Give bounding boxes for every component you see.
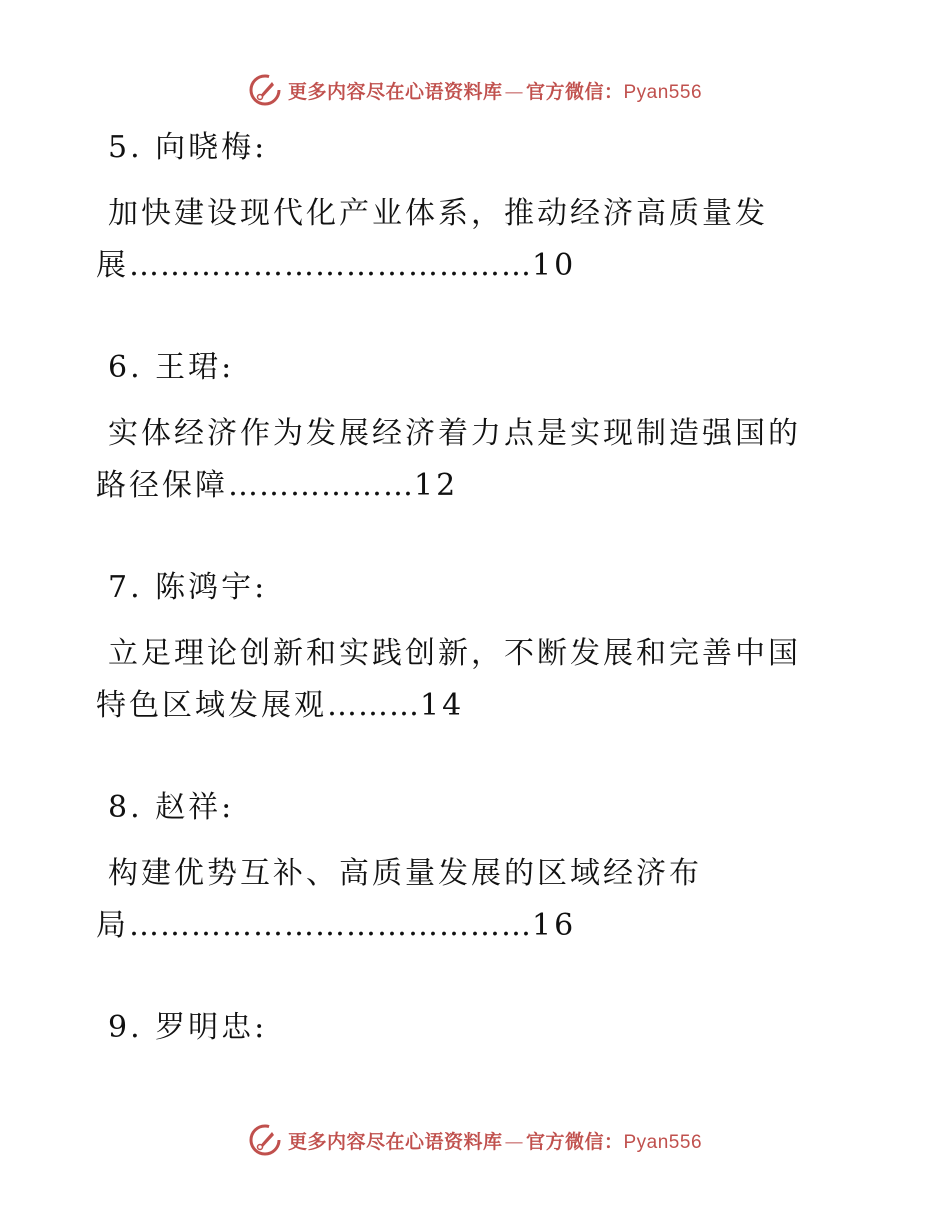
toc-entry-title-cont [96, 460, 896, 512]
toc-entry-author [96, 562, 896, 614]
banner-account: Pyan556 [623, 81, 703, 103]
toc-entry-title-cont [96, 680, 896, 732]
toc-entry-author [96, 782, 896, 834]
entry-title-end: 展 [96, 248, 129, 283]
entry-leader-dots: ………………………………… [129, 908, 532, 943]
quill-logo-icon [248, 1123, 282, 1157]
entry-number: 9. [108, 1010, 143, 1045]
entry-author: 罗明忠: [155, 1010, 268, 1045]
header-banner [0, 70, 950, 110]
entry-author: 向晓梅: [155, 130, 268, 165]
entry-author: 赵祥: [155, 790, 235, 825]
entry-author: 陈鸿宇: [155, 570, 268, 605]
entry-page-number: 16 [532, 908, 577, 943]
toc-entry-title: 实体经济作为发展经济着力点是实现制造强国的 [108, 416, 801, 451]
entry-number: 5. [108, 130, 143, 165]
toc-list [96, 122, 896, 1054]
entry-page-number: 12 [414, 468, 459, 503]
entry-title-end: 局 [96, 908, 129, 943]
banner-contact: 官方微信： [525, 80, 624, 103]
entry-leader-dots: ……… [327, 688, 420, 723]
entry-leader-dots: ………………………………… [129, 248, 532, 283]
entry-number: 6. [108, 350, 143, 385]
entry-title-end: 路径保障 [96, 468, 228, 503]
toc-entry-author [96, 122, 896, 174]
toc-entry-title-cont [96, 240, 896, 292]
toc-entry-title: 构建优势互补、高质量发展的区域经济布 [108, 856, 702, 891]
toc-entry-title: 立足理论创新和实践创新，不断发展和完善中国 [108, 636, 801, 671]
banner-dash: — [504, 80, 524, 103]
banner-contact: 官方微信： [525, 1130, 624, 1153]
toc-entry-title-cont [96, 900, 896, 952]
entry-title-end: 特色区域发展观 [96, 688, 327, 723]
footer-banner [0, 1120, 950, 1160]
entry-number: 8. [108, 790, 143, 825]
quill-logo-icon [248, 73, 282, 107]
toc-entry-title: 加快建设现代化产业体系，推动经济高质量发 [108, 196, 768, 231]
banner-title: 更多内容尽在心语资料库 [287, 1130, 503, 1153]
entry-page-number: 14 [420, 688, 465, 723]
entry-leader-dots: ……………… [228, 468, 414, 503]
banner-text [288, 77, 702, 104]
banner-title: 更多内容尽在心语资料库 [287, 80, 503, 103]
entry-page-number: 10 [532, 248, 577, 283]
toc-entry-author [96, 342, 896, 394]
entry-author: 王珺: [155, 350, 235, 385]
banner-text [288, 1127, 702, 1154]
banner-account: Pyan556 [623, 1131, 703, 1153]
toc-entry-author [96, 1002, 896, 1054]
banner-dash: — [504, 1130, 524, 1153]
entry-number: 7. [108, 570, 143, 605]
